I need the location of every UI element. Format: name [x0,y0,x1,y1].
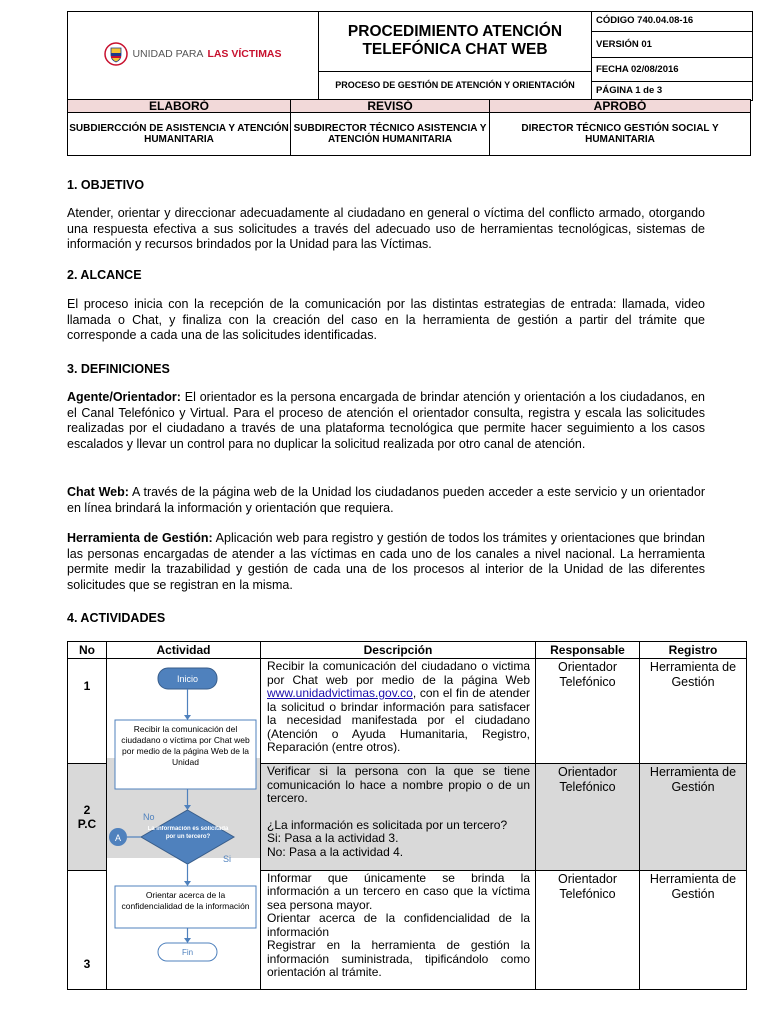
description-text: Verificar si la persona con la que se tiene comunicación lo hace a nombre propio o de un tercero. [267,764,530,806]
definition-chat-web [67,485,705,516]
description-option-no: No: Pasa a la actividad 4. [267,844,404,859]
flowchart-cell [107,659,261,990]
description-text-2: Orientar acerca de la confidencialidad de la información [267,911,530,939]
reviso-label: REVISÓ [291,100,490,113]
section-objetivo-text: Atender, orientar y direccionar adecuadamente al ciudadano en general o víctima del conflicto armado, otorgando una respuesta efectiva a sus solicitudes a través del adecuado uso de herramientas tecnológicas, sistemas de información y recursos brindados por la Unidad para las Víctimas. [67,206,705,251]
section-alcance-title: 2. ALCANCE [67,268,142,282]
col-header-registro: Registro [640,642,747,659]
registro-text: Herramienta de Gestión [649,660,737,689]
responsable-text: Orientador Telefónico [557,871,618,901]
row-number-value: 2 [83,803,91,818]
definition-term: Agente/Orientador: [67,390,181,404]
definition-term: Chat Web: [67,485,129,499]
document-header-table [67,11,753,101]
table-row [68,659,747,764]
document-date: FECHA 02/08/2016 [592,57,752,81]
si-branch-label: Si [223,854,232,864]
row-responsable [536,659,640,764]
row-responsable [536,764,640,870]
elaboro-label: ELABORÓ [68,100,291,113]
reviso-value: SUBDIRECTOR TÉCNICO ASISTENCIA Y ATENCIÓN HUMANITARIA [291,113,490,156]
end-label: Fin [181,948,194,957]
definition-text: Aplicación web para registro y gestión de todos los trámites y orientaciones que brindan las personas encargadas de atender a las víctimas en cada uno de los canales a nivel nacional. La herramienta permite medir la trazabilidad y gestión de cada una de los procesos al interior de la Unidad de las diferentes solicitudes que se registran en la misma. [67,531,705,592]
elaboro-value: SUBDIERCCIÓN DE ASISTENCIA Y ATENCIÓN HUMANITARIA [68,113,291,156]
title-cell [319,12,592,101]
logo-cell [68,12,319,101]
row-number-sub: P.C [77,817,97,832]
row-number: 3 [68,870,107,989]
row-registro [640,870,747,989]
row-registro [640,764,747,870]
description-option-si: Si: Pasa a la actividad 3. [267,831,399,846]
col-header-descripcion: Descripción [261,642,536,659]
section-objetivo-title: 1. OBJETIVO [67,178,145,192]
section-actividades-title: 4. ACTIVIDADES [67,611,166,625]
connector-a-label: A [114,833,122,843]
aprobo-label: APROBÓ [490,100,751,113]
section-definiciones-title: 3. DEFINICIONES [67,362,170,376]
row-number: 1 [68,659,107,764]
definition-term: Herramienta de Gestión: [67,531,213,545]
row-description [261,764,536,870]
aprobo-value: DIRECTOR TÉCNICO GESTIÓN SOCIAL Y HUMANITARIA [490,113,751,156]
unidad-victimas-logo [104,41,281,67]
row-registro [640,659,747,764]
decision-label: La información es solicitada por un tercero? [147,826,229,840]
activity-box-1-label: Recibir la comunicación del ciudadano o víctima por Chat web por medio de la página Web de la Unidad [121,724,250,767]
no-branch-label: No [143,812,155,822]
definition-text: El orientador es la persona encargada de brindar atención y orientación a los ciudadanos, en el Canal Telefónico y Virtual. Para el proceso de atención el orientador consulta, registra y escala las solicitudes realizadas por el ciudadano a través de una plataforma tecnológica que permite hacer seguimiento a los casos escalados y llevar un control para no duplicar la solicitud realizada por otro canal de atención. [67,390,705,451]
responsable-text: Orientador Telefónico [557,660,618,689]
responsable-text: Orientador Telefónico [557,765,618,795]
document-page-number: PÁGINA 1 de 3 [592,81,752,100]
definition-herramienta [67,531,705,593]
logo-text-2: LAS VÍCTIMAS [207,47,282,60]
registro-text: Herramienta de Gestión [649,765,737,795]
registro-text: Herramienta de Gestión [649,871,737,901]
activities-table [67,641,747,990]
col-header-actividad: Actividad [107,642,261,659]
description-text: Recibir la comunicación del ciudadano o victima por Chat web por medio de la página Web [267,659,530,687]
row-number [68,764,107,870]
signature-table [67,99,751,156]
start-label: Inicio [176,674,199,684]
coat-of-arms-icon [104,41,128,67]
row-description [261,870,536,989]
document-title: PROCEDIMIENTO ATENCIÓN TELEFÓNICA CHAT WEB [319,15,591,72]
row-responsable [536,870,640,989]
document-code: CÓDIGO 740.04.08-16 [596,15,694,26]
website-link[interactable]: www.unidadvictimas.gov.co [267,686,413,700]
document-version: VERSIÓN 01 [592,31,752,57]
section-alcance-text: El proceso inicia con la recepción de la comunicación por las distintas estrategias de entrada: llamada, video llamada o Chat, y finaliza con la creación del caso en la herramienta de gestión a partir del trámite que corresponde a cada una de las solicitudes identificadas. [67,297,705,342]
col-header-responsable: Responsable [536,642,640,659]
meta-cell [592,12,753,101]
description-question: ¿La información es solicitada por un tercero? [267,817,508,832]
process-name: PROCESO DE GESTIÓN DE ATENCIÓN Y ORIENTACIÓN [335,79,575,90]
col-header-no: No [68,642,107,659]
flowchart-diagram [107,659,260,989]
activity-box-3-label: Orientar acerca de la confidencialidad de la información [121,890,250,911]
description-text-cont: , con el fin de atender la solicitud o brindar información para satisfacer la necesidad manifestada por el ciudadano (Atención o Ayuda Humanitaria, Registro, Reparación (entre otros). [267,686,530,754]
description-text-3: Registrar en la herramienta de gestión la información suministrada, tipificándolo como orientación al trámite. [267,938,530,980]
row-description [261,659,536,764]
definition-text: A través de la página web de la Unidad los ciudadanos pueden acceder a este servicio y un orientador en línea brindará la información y orientación que requiera. [67,485,705,515]
description-text: Informar que únicamente se brinda la información a un tercero en caso que la víctima sea persona mayor. [267,870,530,912]
definition-agente [67,390,705,452]
logo-text-1: UNIDAD PARA [132,47,204,60]
